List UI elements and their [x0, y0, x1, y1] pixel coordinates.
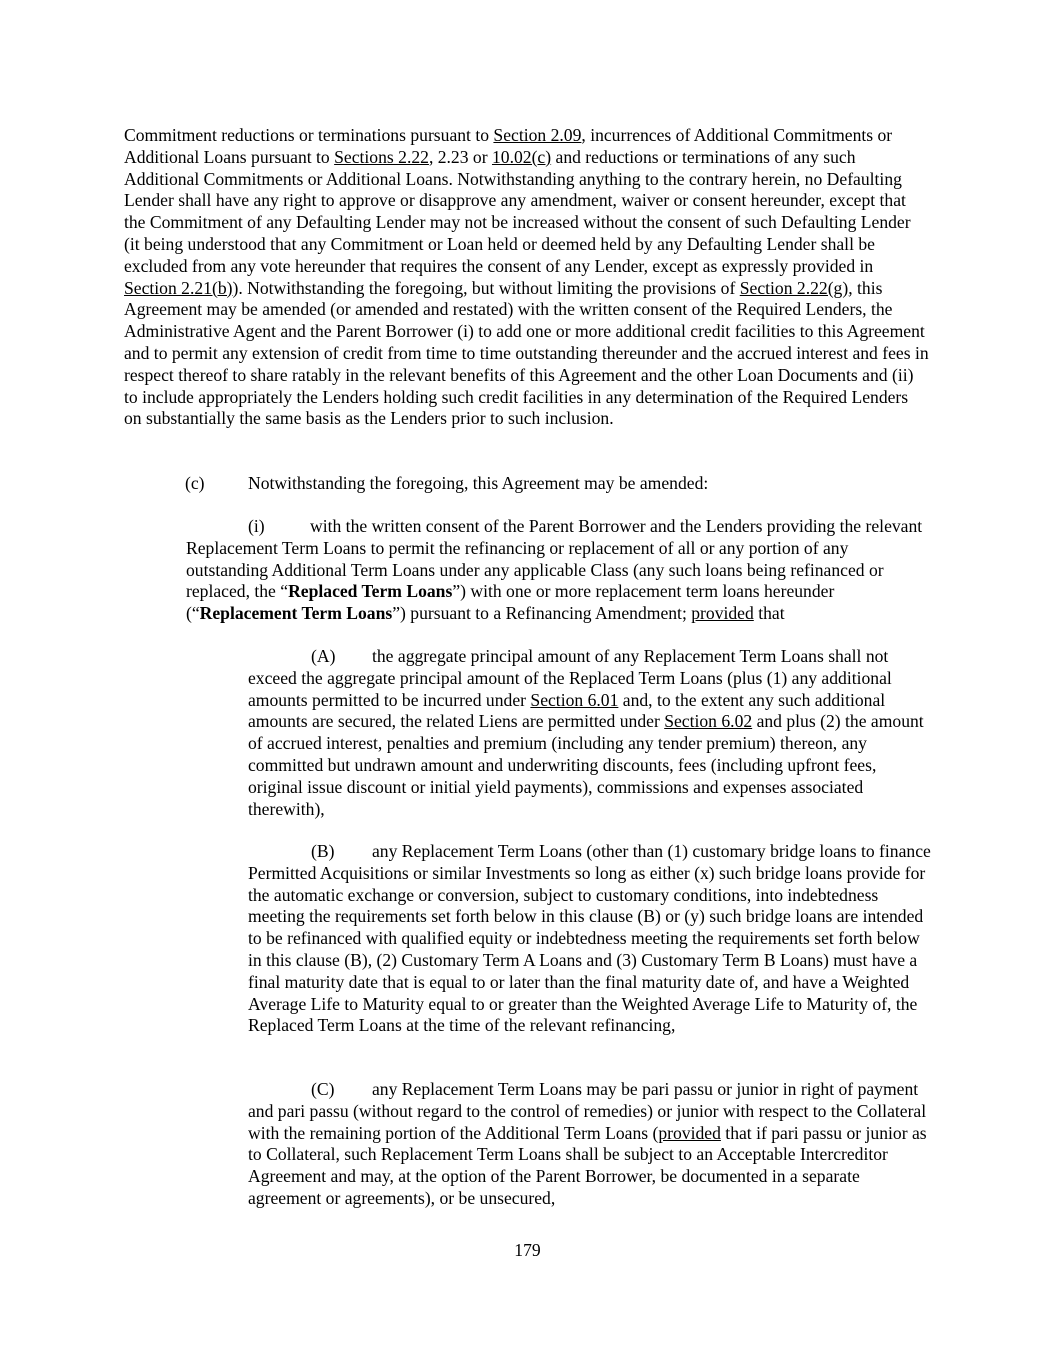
text-run: , incurrences of Additional Commitments or Additional Loans pursuant to [124, 125, 893, 167]
text-run: , this Agreement may be amended (or amended and restated) with the written consent of the Required Lenders, the Administrative Agent and the Parent Borrower (i) to add one or more additional credit facilities to this Agreement and to permit any extension of credit from time to time outstanding thereunder and the accrued interest and fees in respect thereof to share ratably in the relevant benefits of this Agreement and the other Loan Documents and (ii) to include appropriately the Lenders holding such credit facilities in any determination of the Required Lenders on substantially the same basis as the Lenders prior to such inclusion. [124, 277, 929, 429]
text-run: and, to the extent any such additional amounts are secured, the related Liens are permitted under [248, 689, 886, 732]
clause-c-i-b [248, 841, 934, 1037]
clause-c-i [186, 516, 932, 625]
text-run: that [753, 603, 785, 624]
paragraph-amendments-continued [124, 125, 930, 430]
clause-label: (A) [311, 646, 336, 666]
text-run: and plus (2) the amount of accrued interest, penalties and premium (including any tender premium) thereon, any committed but undrawn amount and underwriting discounts, fees (including upfront fees, original issue discount or initial yield payments), commissions and expenses associated therewith), [248, 711, 924, 819]
provided-term: provided [658, 1122, 721, 1143]
provided-term: provided [691, 603, 754, 624]
clause-text: Notwithstanding the foregoing, this Agreement may be amended: [248, 473, 709, 493]
text-run: the aggregate principal amount of any Replacement Term Loans shall not exceed the aggregate principal amount of the Replaced Term Loans (plus (1) any additional amounts permitted to be incurred under [248, 646, 892, 710]
clause-label: (c) [185, 473, 205, 493]
section-6-01-ref: Section 6.01 [530, 689, 619, 710]
section-6-02-ref: Section 6.02 [664, 711, 753, 732]
clause-label: (i) [248, 516, 265, 536]
clause-label: (B) [311, 841, 335, 861]
defined-term-replacement-term-loans: Replacement Term Loans [199, 603, 393, 624]
text-run: Commitment reductions or terminations pursuant to [124, 125, 494, 145]
text-run: , 2.23 or [428, 146, 492, 167]
clause-c-i-c [248, 1079, 934, 1210]
section-2-22g-ref: Section 2.22(g) [739, 277, 849, 298]
clause-text: any Replacement Term Loans (other than (1) customary bridge loans to finance Permitted Acquisitions or similar Investments so long as either (x) such bridge loans provide for the automatic exchange or conversion, subject to customary conditions, into indebtedness meeting the requirements set forth below in this clause (B) or (y) such bridge loans are intended to be refinanced with qualified equity or indebtedness meeting the requirements set forth below in this clause (B), (2) Customary Term A Loans and (3) Customary Term B Loans) must have a final maturity date that is equal to or later than the final maturity date of, and have a Weighted Average Life to Maturity equal to or greater than the Weighted Average Life to Maturity of, the Replaced Term Loans at the time of the relevant refinancing, [248, 841, 931, 1036]
text-run: with the written consent of the Parent Borrower and the Lenders providing the relevant Replacement Term Loans to permit the refinancing or replacement of all or any portion of any outstanding Additional Term Loans under any applicable Class (any such loans being refinanced or replaced, the “ [186, 516, 923, 602]
section-2-21b-ref: Section 2.21(b) [124, 277, 233, 298]
text-run: that if pari passu or junior as to Collateral, such Replacement Term Loans shall be subject to an Acceptable Intercreditor Agreement and may, at the option of the Parent Borrower, be documented in a separate agreement or agreements), or be unsecured, [248, 1122, 927, 1208]
section-2-09-ref: Section 2.09 [493, 125, 582, 145]
text-run: any Replacement Term Loans may be pari passu or junior in right of payment and pari passu (without regard to the control of remedies) or junior with respect to the Collateral with the remaining portion of the Additional Term Loans ( [248, 1079, 927, 1143]
clause-label: (C) [311, 1079, 335, 1099]
text-run: and reductions or terminations of any such Additional Commitments or Additional Loans. Notwithstanding anything to the contrary herein, no Defaulting Lender shall have any right to approve or disapprove any amendment, waiver or consent hereunder, except that the Commitment of any Defaulting Lender may not be increased without the consent of such Defaulting Lender (it being understood that any Commitment or Loan held or deemed held by any Defaulting Lender shall be excluded from any vote hereunder that requires the consent of any Lender, except as expressly provided in [124, 146, 911, 276]
clause-c [185, 473, 935, 495]
page-number: 179 [514, 1240, 541, 1260]
clause-c-i-a [248, 646, 934, 820]
text-run: ”) pursuant to a Refinancing Amendment; [392, 603, 692, 624]
section-10-02c-ref: 10.02(c) [491, 146, 552, 167]
defined-term-replaced-term-loans: Replaced Term Loans [288, 581, 453, 602]
text-run: ”) with one or more replacement term loans hereunder (“ [186, 581, 835, 624]
sections-2-22-ref: Sections 2.22 [334, 146, 429, 167]
text-run: ). Notwithstanding the foregoing, but without limiting the provisions of [232, 277, 740, 298]
